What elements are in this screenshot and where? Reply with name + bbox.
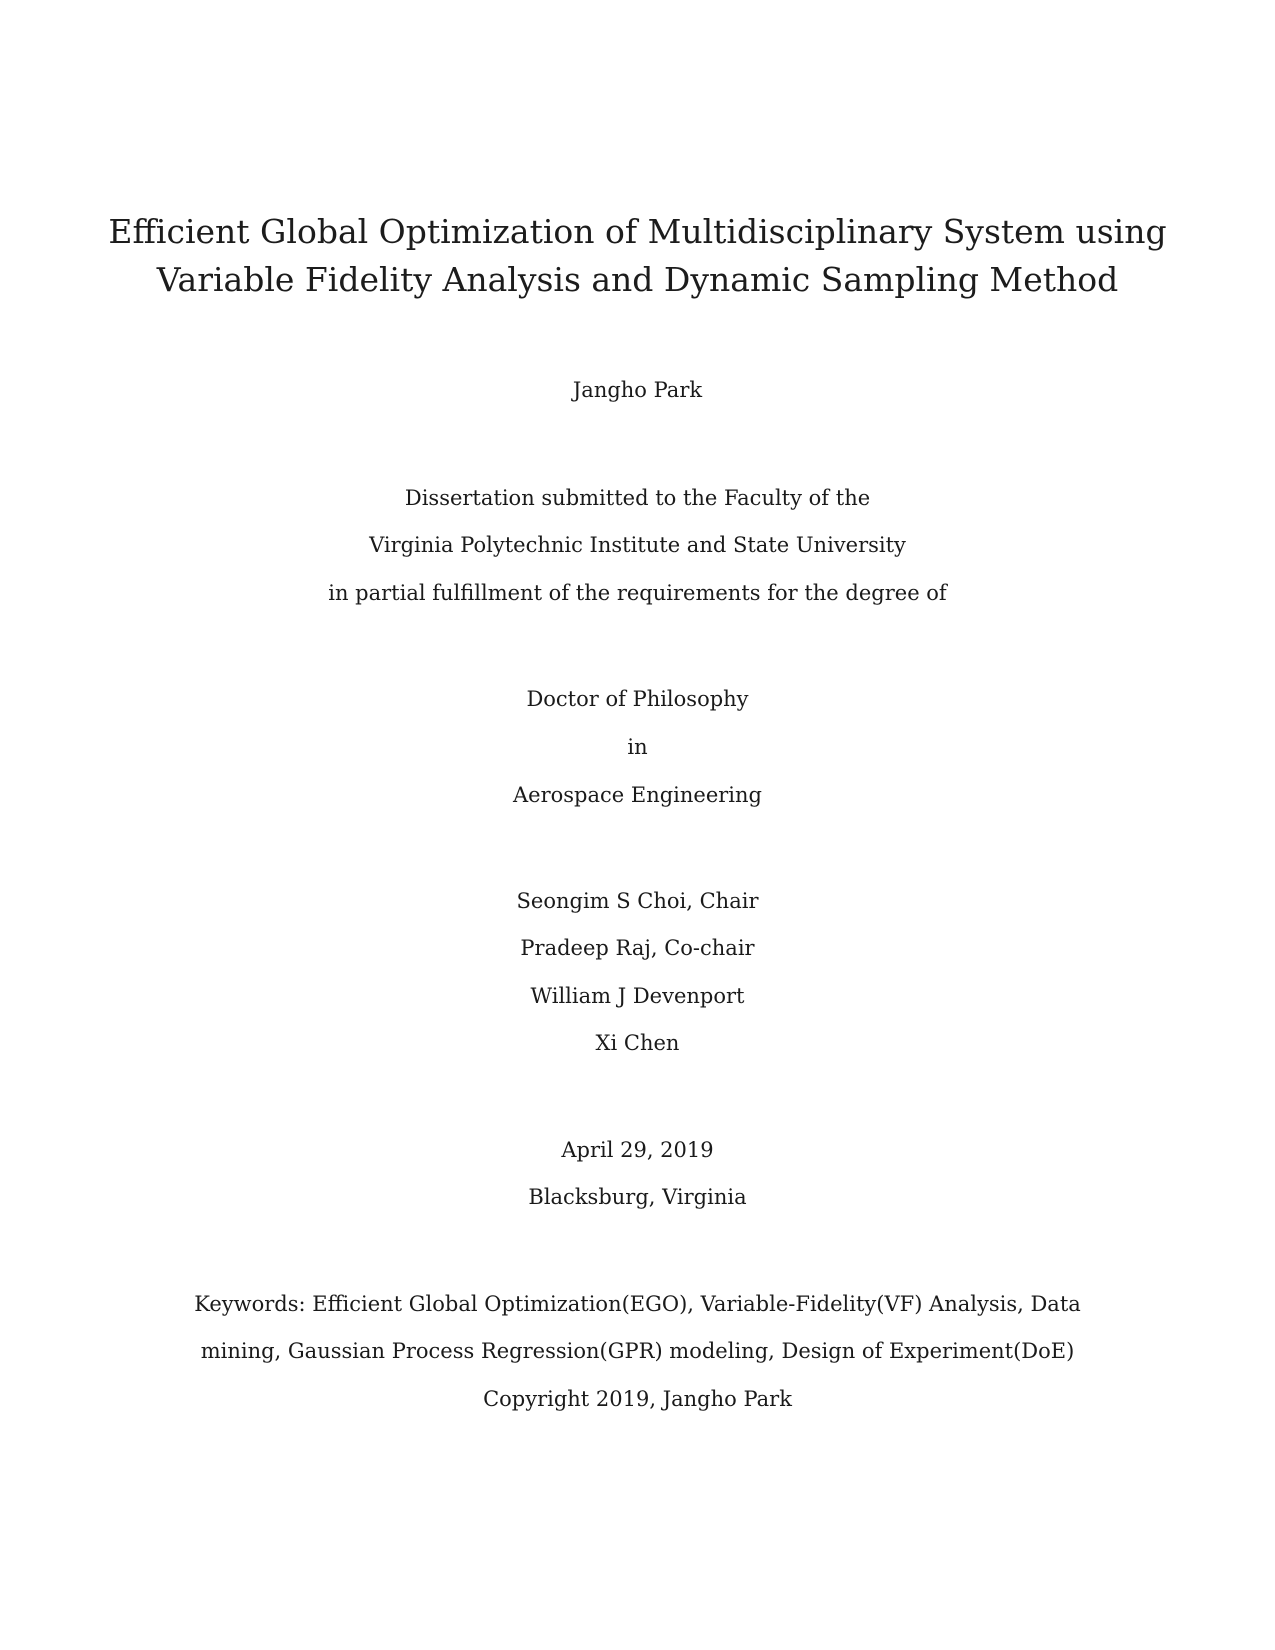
dissertation-title-line-2: Variable Fidelity Analysis and Dynamic Sampling Method: [156, 260, 1119, 299]
submission-line-2: Virginia Polytechnic Institute and State University: [369, 533, 906, 557]
dissertation-title-line-1: Efficient Global Optimization of Multidisciplinary System using: [108, 212, 1167, 251]
committee-member: Xi Chen: [595, 1031, 680, 1055]
author-name: Jangho Park: [572, 378, 703, 402]
submission-line-3: in partial fulfillment of the requirements for the degree of: [328, 581, 947, 605]
location: Blacksburg, Virginia: [528, 1185, 747, 1209]
submission-date: April 29, 2019: [561, 1138, 714, 1162]
committee-member: William J Devenport: [530, 984, 745, 1008]
degree-name: Doctor of Philosophy: [526, 687, 749, 711]
degree-field: Aerospace Engineering: [513, 783, 762, 807]
keywords-line-2: mining, Gaussian Process Regression(GPR) modeling, Design of Experiment(DoE): [200, 1339, 1075, 1363]
committee-member-co-chair: Pradeep Raj, Co-chair: [520, 936, 755, 960]
keywords-line-1: Keywords: Efficient Global Optimization(EGO), Variable-Fidelity(VF) Analysis, Data: [194, 1292, 1081, 1316]
degree-connector: in: [627, 735, 648, 759]
submission-line-1: Dissertation submitted to the Faculty of the: [404, 486, 871, 510]
copyright: Copyright 2019, Jangho Park: [483, 1387, 792, 1411]
committee-member-chair: Seongim S Choi, Chair: [516, 889, 759, 913]
